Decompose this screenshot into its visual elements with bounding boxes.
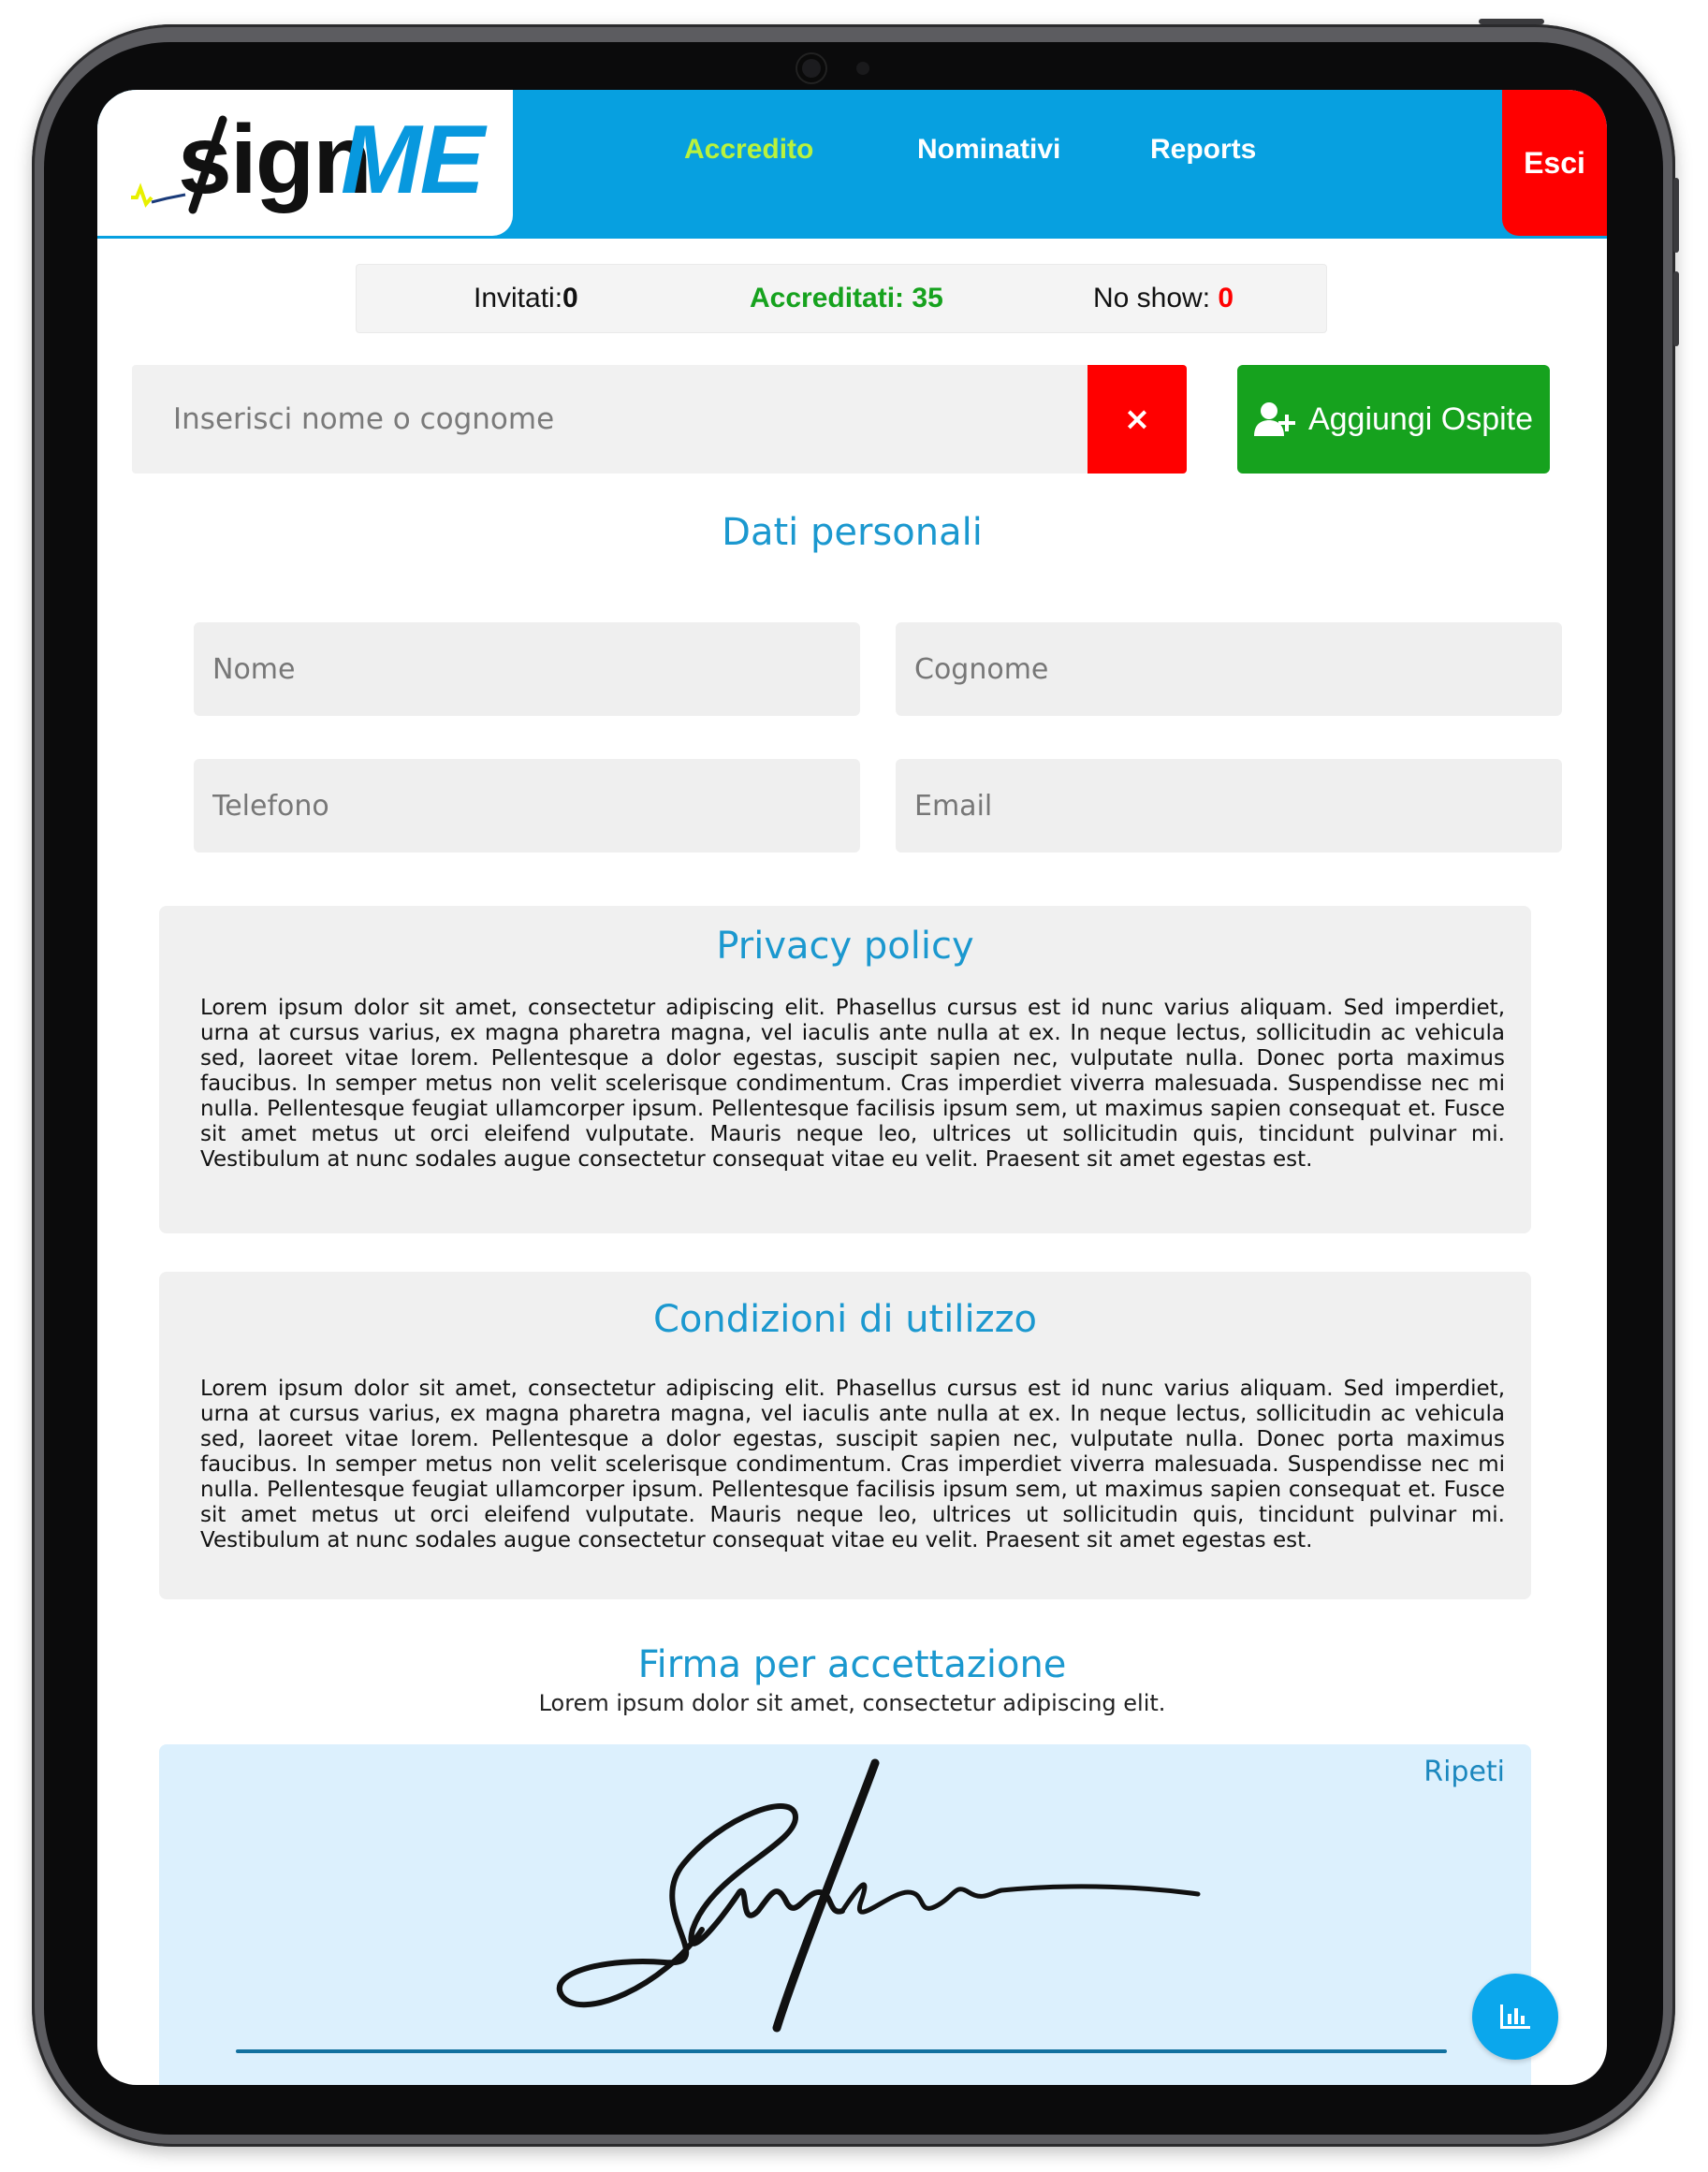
- stat-accredited: [750, 265, 943, 332]
- signature-baseline: [236, 2049, 1447, 2053]
- stats-fab-button[interactable]: [1472, 1974, 1558, 2060]
- volume-button: [1673, 178, 1679, 253]
- terms-text: Lorem ipsum dolor sit amet, consectetur adipiscing elit. Phasellus cursus est id nunc varius aliquam. Sed imperdiet, urna at cursus varius, ex magna pharetra magna, vel iaculis ante nulla at ex. In neque lectus, sollicitudin ac vehicula sed, laoreet vitae lorem. Pellentesque a dolor egestas, suscipit sapien nec, vulputate nulla. Donec porta maximus faucibus. In semper metus non velit scelerisque condimentum. Cras imperdiet viverra malesuada. Suspendisse nec mi nulla. Pellentesque feugiat ullamcorper ipsum. Pellentesque facilisis ipsum sem, ut maximus sapien consequat et. Fusce sit amet metus ut orci eleifend vulputate. Mauris neque leo, ultrices ut sollicitudin quis, tincidunt pulvinar mi. Vestibulum at nunc sodales augue consectetur consequat vitae eu velit. Praesent sit amet egestas est.: [200, 1377, 1505, 1552]
- nav-item-nominativi[interactable]: Nominativi: [917, 134, 1061, 165]
- last-name-field[interactable]: [896, 622, 1562, 716]
- first-name-field[interactable]: [194, 622, 860, 716]
- stat-accredited-value: 35: [912, 283, 943, 313]
- add-guest-label: Aggiungi Ospite: [1307, 401, 1534, 437]
- logo-text-sign: sign: [178, 106, 371, 214]
- personal-data-title: Dati personali: [722, 511, 983, 554]
- logo-text-me: ME: [341, 106, 483, 214]
- signature-subtitle: Lorem ipsum dolor sit amet, consectetur adipiscing elit.: [538, 1690, 1166, 1716]
- top-nav-bar: [97, 90, 1607, 236]
- privacy-policy-text: Lorem ipsum dolor sit amet, consectetur adipiscing elit. Phasellus cursus est id nunc varius aliquam. Sed imperdiet, urna at cursus varius, ex magna pharetra magna, vel iaculis ante nulla at ex. In neque lectus, sollicitudin ac vehicula sed, laoreet vitae lorem. Pellentesque a dolor egestas, suscipit sapien nec, vulputate nulla. Donec porta maximus faucibus. In semper metus non velit scelerisque condimentum. Cras imperdiet viverra malesuada. Suspendisse nec mi nulla. Pellentesque feugiat ullamcorper ipsum. Pellentesque facilisis ipsum sem, ut maximus sapien consequat et. Fusce sit amet metus ut orci eleifend vulputate. Mauris neque leo, ultrices ut sollicitudin quis, tincidunt pulvinar mi. Vestibulum at nunc sodales augue consectetur consequat vitae eu velit. Praesent sit amet egestas est.: [200, 996, 1505, 1172]
- signature-drawing: [552, 1752, 1207, 2051]
- phone-field[interactable]: [194, 759, 860, 853]
- stat-invited-value: 0: [562, 283, 578, 313]
- add-guest-button[interactable]: [1237, 365, 1550, 474]
- terms-title: Condizioni di utilizzo: [652, 1298, 1038, 1341]
- app-screen: [97, 90, 1607, 2085]
- nav-item-accredito[interactable]: Accredito: [684, 134, 814, 165]
- user-plus-icon: [1254, 401, 1297, 437]
- email-field[interactable]: [896, 759, 1562, 853]
- bar-chart-icon: [1498, 2003, 1532, 2031]
- stat-invited: [474, 265, 578, 332]
- stats-bar: [356, 264, 1327, 333]
- privacy-policy-panel: [159, 906, 1531, 1233]
- clear-search-button[interactable]: [1088, 365, 1187, 474]
- volume-button: [1673, 271, 1679, 346]
- logo[interactable]: [97, 90, 513, 236]
- privacy-policy-title: Privacy policy: [716, 925, 974, 968]
- stat-noshow-value: 0: [1218, 283, 1234, 313]
- nav-item-reports[interactable]: Reports: [1150, 134, 1257, 165]
- close-icon: ×: [1123, 401, 1151, 438]
- signature-title: Firma per accettazione: [637, 1643, 1067, 1686]
- stat-accredited-label: Accreditati:: [750, 283, 912, 313]
- logout-button[interactable]: Esci: [1502, 90, 1607, 236]
- stat-invited-label: Invitati:: [474, 283, 563, 313]
- search-input[interactable]: [132, 365, 1090, 474]
- terms-panel: [159, 1272, 1531, 1599]
- retry-signature-link[interactable]: Ripeti: [1423, 1756, 1505, 1788]
- camera-icon: [797, 54, 825, 82]
- header-divider: [97, 236, 1607, 239]
- stat-noshow: [1093, 265, 1234, 332]
- power-button: [1479, 19, 1544, 24]
- camera-sensor: [856, 62, 869, 75]
- stat-noshow-label: No show:: [1093, 283, 1219, 313]
- signature-pad[interactable]: [159, 1744, 1531, 2085]
